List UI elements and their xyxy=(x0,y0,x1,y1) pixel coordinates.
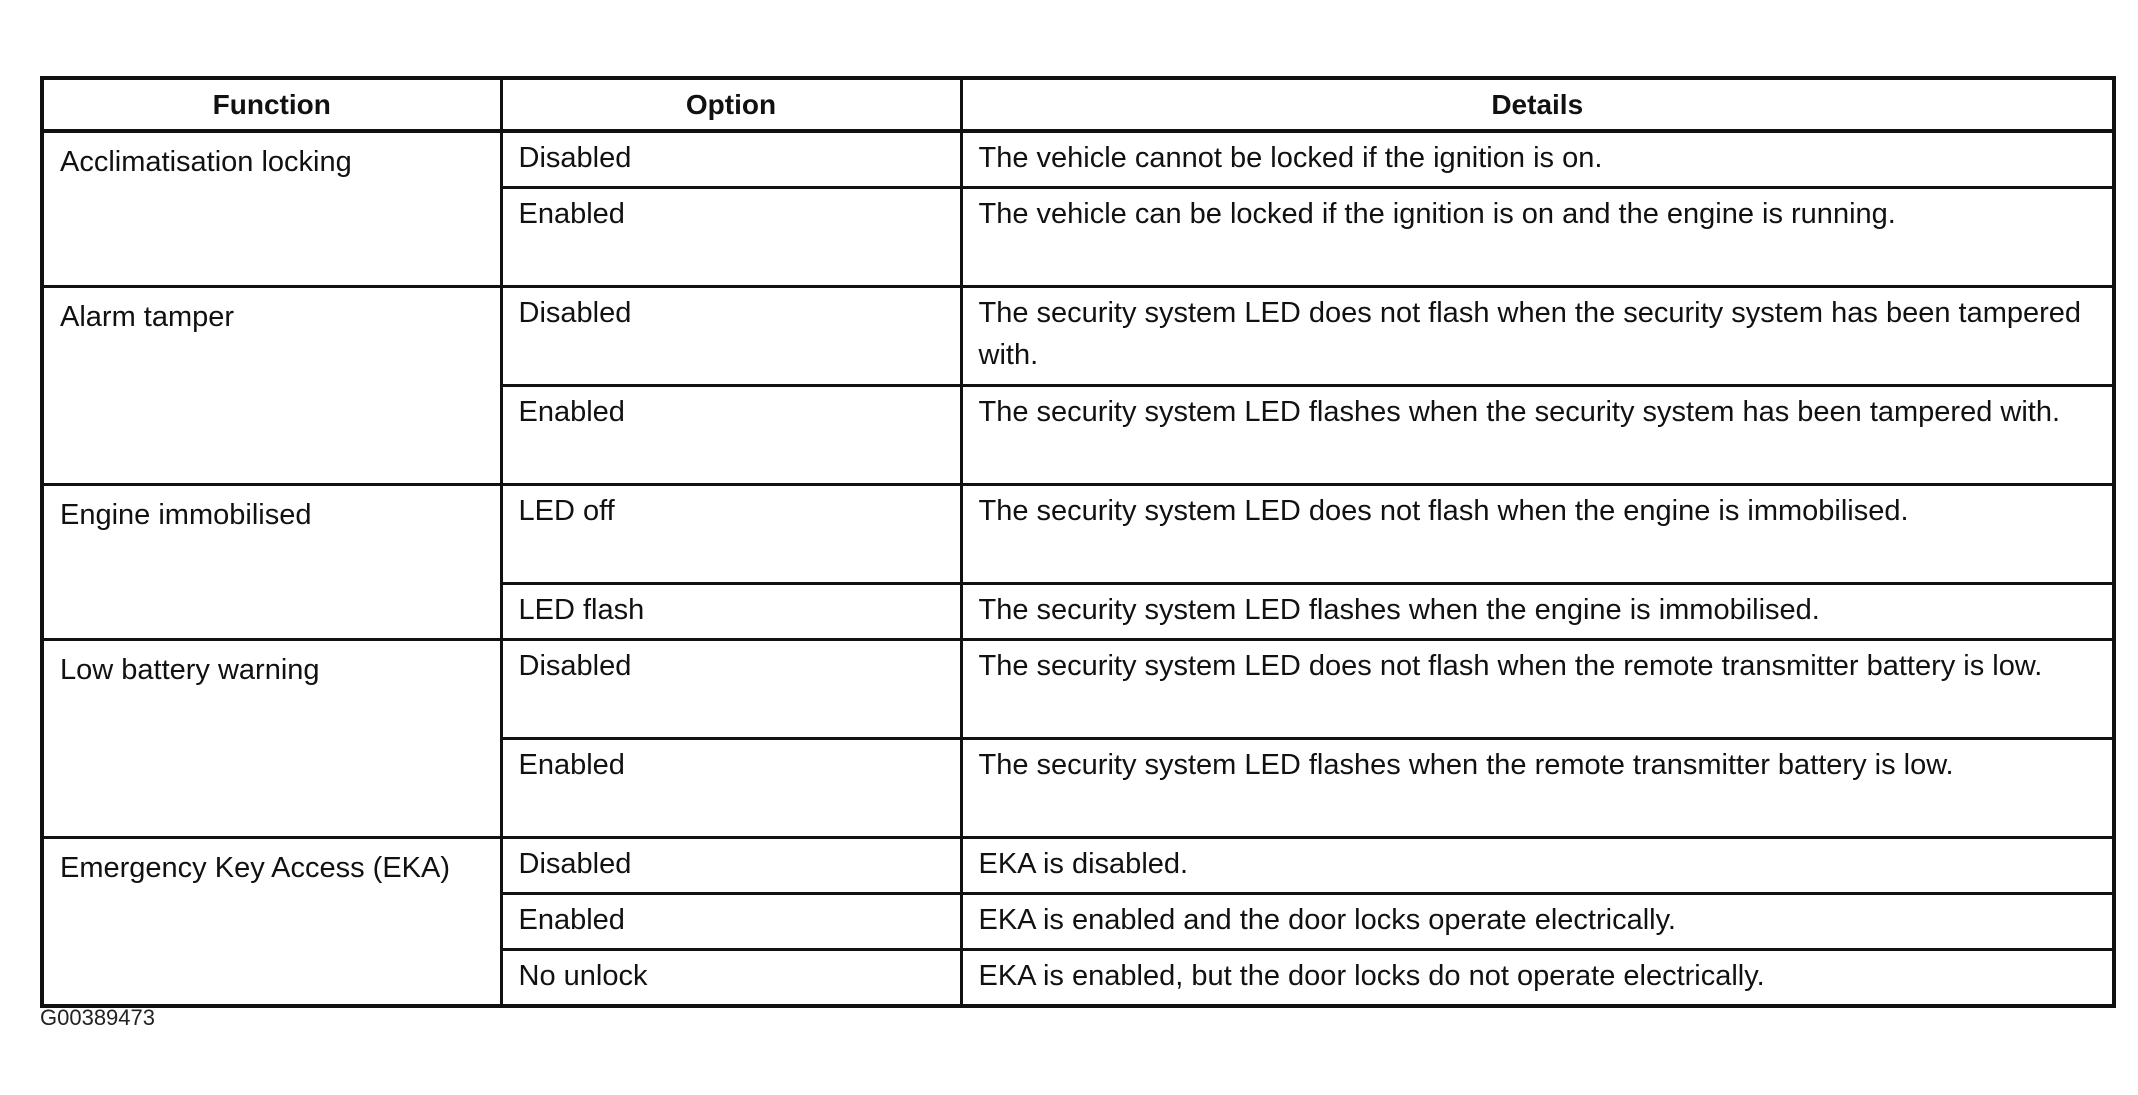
details-cell: EKA is enabled, but the door locks do not operate electrically. xyxy=(961,950,2114,1007)
header-option: Option xyxy=(501,78,961,131)
function-cell: Low battery warning xyxy=(42,640,501,838)
details-cell: The vehicle cannot be locked if the ignition is on. xyxy=(961,131,2114,188)
details-cell: EKA is enabled and the door locks operate electrically. xyxy=(961,894,2114,950)
function-cell: Engine immobilised xyxy=(42,485,501,640)
option-cell: Disabled xyxy=(501,838,961,894)
details-cell: The security system LED flashes when the security system has been tampered with. xyxy=(961,386,2114,485)
details-cell: The security system LED does not flash when the security system has been tampered with. xyxy=(961,287,2114,386)
details-cell: The vehicle can be locked if the ignition is on and the engine is running. xyxy=(961,188,2114,287)
table-row xyxy=(42,131,2114,188)
figure-id: G00389473 xyxy=(40,1005,155,1030)
table-row xyxy=(42,485,2114,584)
header-details: Details xyxy=(961,78,2114,131)
table-header-row xyxy=(42,78,2114,131)
table-row xyxy=(42,287,2114,386)
function-cell: Acclimatisation locking xyxy=(42,131,501,287)
header-function: Function xyxy=(42,78,501,131)
function-options-table xyxy=(40,76,2116,1008)
option-cell: LED off xyxy=(501,485,961,584)
details-cell: The security system LED does not flash when the engine is immobilised. xyxy=(961,485,2114,584)
function-cell: Alarm tamper xyxy=(42,287,501,485)
option-cell: LED flash xyxy=(501,584,961,640)
option-cell: Enabled xyxy=(501,739,961,838)
table-row xyxy=(42,640,2114,739)
option-cell: Enabled xyxy=(501,386,961,485)
details-cell: The security system LED does not flash when the remote transmitter battery is low. xyxy=(961,640,2114,739)
option-cell: Enabled xyxy=(501,894,961,950)
function-cell: Emergency Key Access (EKA) xyxy=(42,838,501,1007)
option-cell: Disabled xyxy=(501,287,961,386)
details-cell: The security system LED flashes when the remote transmitter battery is low. xyxy=(961,739,2114,838)
option-cell: No unlock xyxy=(501,950,961,1007)
option-cell: Disabled xyxy=(501,640,961,739)
details-cell: The security system LED flashes when the engine is immobilised. xyxy=(961,584,2114,640)
option-cell: Disabled xyxy=(501,131,961,188)
details-cell: EKA is disabled. xyxy=(961,838,2114,894)
option-cell: Enabled xyxy=(501,188,961,287)
table-row xyxy=(42,838,2114,894)
